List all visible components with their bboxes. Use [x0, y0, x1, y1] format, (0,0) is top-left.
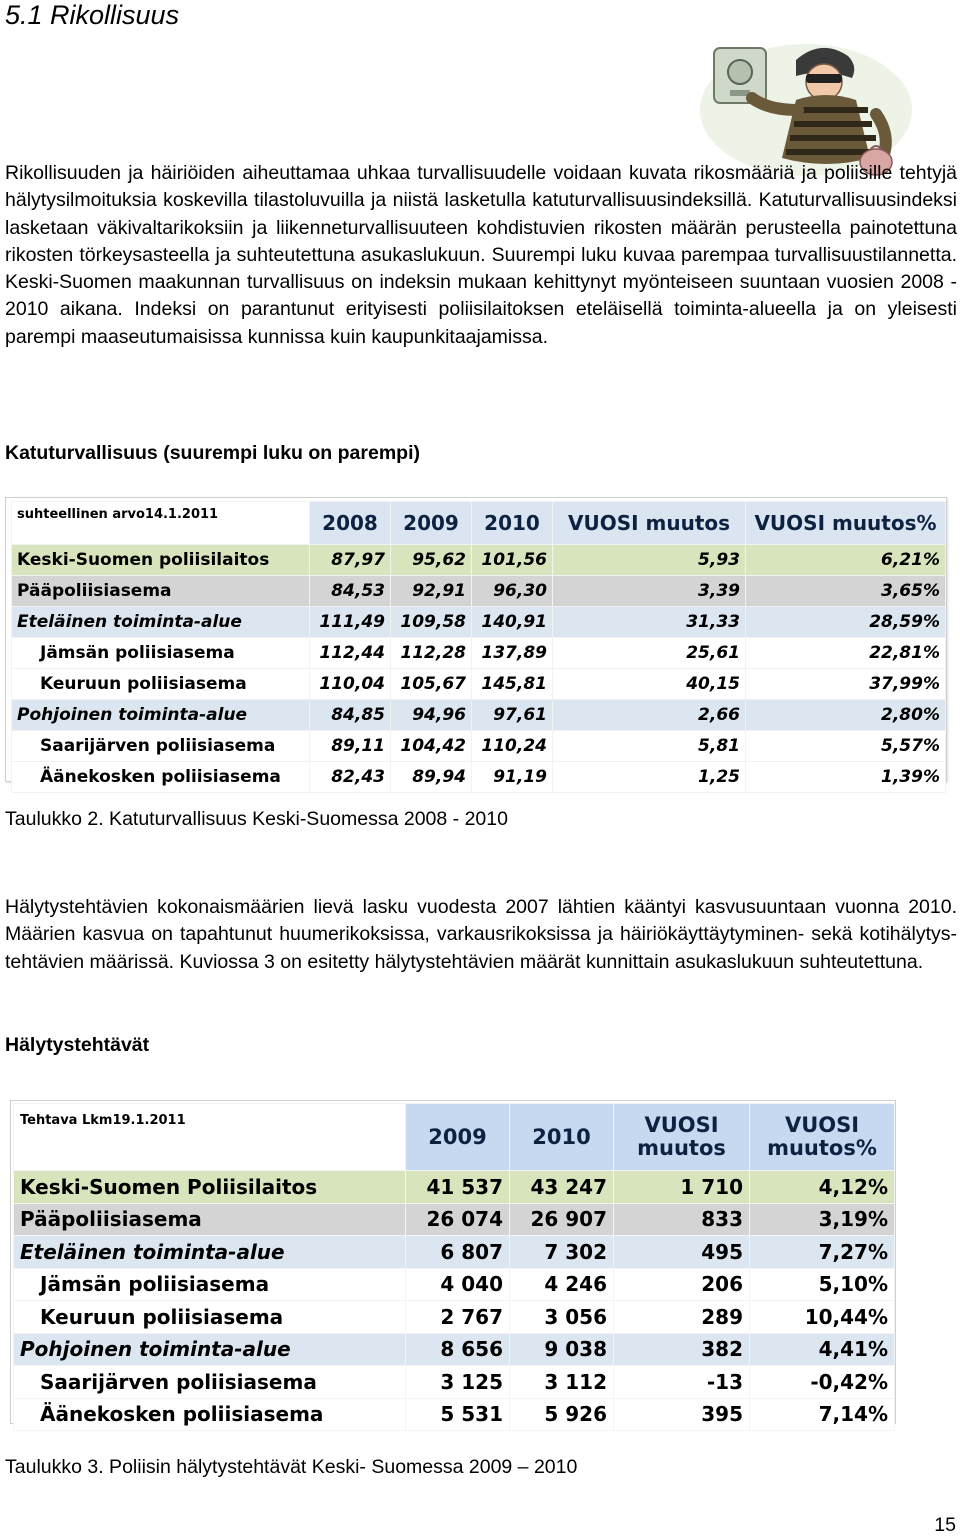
value-change: 2,66: [553, 700, 746, 731]
table3-header: VUOSI muutos: [614, 1104, 750, 1171]
value-change-pct: 3,19%: [750, 1203, 895, 1236]
alarm-tasks-table-frame: [10, 1100, 896, 1427]
value-change-pct: 28,59%: [746, 607, 946, 638]
value-2008: 84,53: [310, 576, 391, 607]
second-paragraph: Hälytystehtävien kokonaismäärien lievä lasku vuodesta 2007 lähtien kääntyi kasvusuuntaan vuonna 2010. Määrien kasvua on tapahtunut huumerikoksissa, varkausrikoksissa ja häiriökäyttäytyminen- sekä kotihälytys- tehtävien määrissä. Kuviossa 3 on esitetty hälytystehtävien määrät kunnittain asukaslukuun suhteutettuna.: [5, 896, 957, 973]
value-2010: 110,24: [472, 731, 553, 762]
table-row: [14, 1203, 895, 1236]
value-2009: 3 125: [406, 1366, 510, 1399]
row-name: Pohjoinen toiminta-alue: [12, 700, 310, 731]
alarm-tasks-table: [13, 1103, 895, 1431]
table3-header: VUOSI muutos%: [750, 1104, 895, 1171]
page-number: 15: [934, 1514, 956, 1536]
table-row: [12, 638, 946, 669]
table2-header: VUOSI muutos%: [746, 502, 946, 545]
row-name: Saarijärven poliisiasema: [14, 1366, 406, 1399]
value-2008: 110,04: [310, 669, 391, 700]
value-2009: 8 656: [406, 1333, 510, 1366]
table3-caption: Taulukko 3. Poliisin hälytystehtävät Keski- Suomessa 2009 – 2010: [5, 1456, 578, 1478]
value-2010: 4 246: [510, 1268, 614, 1301]
value-2009: 94,96: [391, 700, 472, 731]
page-heading: 5.1 Rikollisuus: [5, 0, 180, 30]
table-row: [14, 1366, 895, 1399]
value-change: 40,15: [553, 669, 746, 700]
value-2008: 111,49: [310, 607, 391, 638]
row-name: Keski-Suomen Poliisilaitos: [14, 1171, 406, 1204]
table-row: [14, 1268, 895, 1301]
row-name: Äänekosken poliisiasema: [12, 762, 310, 793]
value-2009: 105,67: [391, 669, 472, 700]
value-change: 1,25: [553, 762, 746, 793]
value-2009: 4 040: [406, 1268, 510, 1301]
row-name: Äänekosken poliisiasema: [14, 1398, 406, 1431]
table-row: [14, 1398, 895, 1431]
row-name: Jämsän poliisiasema: [12, 638, 310, 669]
row-name: Keski-Suomen poliisilaitos: [12, 545, 310, 576]
table-row: [14, 1333, 895, 1366]
table3-corner-label: Tehtava Lkm19.1.2011: [14, 1104, 406, 1171]
value-2008: 89,11: [310, 731, 391, 762]
value-2009: 95,62: [391, 545, 472, 576]
value-2010: 145,81: [472, 669, 553, 700]
table-row: [12, 607, 946, 638]
row-name: Eteläinen toiminta-alue: [14, 1236, 406, 1269]
table2-header: 2010: [472, 502, 553, 545]
value-2010: 9 038: [510, 1333, 614, 1366]
row-name: Saarijärven poliisiasema: [12, 731, 310, 762]
value-change: 31,33: [553, 607, 746, 638]
value-2010: 3 056: [510, 1301, 614, 1334]
intro-paragraph: Rikollisuuden ja häiriöiden aiheuttamaa uhkaa turvallisuudelle voidaan kuvata rikosmääriä ja poliisille tehtyjä hälytysilmoituksia koskevilla tilastoluvuilla ja niistä lasketulla katuturvallisuusindeksillä. Katuturvallisuusindeksi lasketaan väkivaltarikoksiin ja liikenneturvallisuuteen kohdistuvien rikosten määrän perusteella painotettuna rikosten törkeysasteella ja suhteutettuna asukaslukuun. Suurempi luku kuvaa parempaa turvallisuustilannetta. Keski-Suomen maakunnan turvallisuus on indeksin mukaan kehittynyt myönteiseen suuntaan vuosien 2008 - 2010 aikana. Indeksi on parantunut erityisesti poliisilaitoksen eteläisellä toiminta-alueella ja on yleisesti parempi maaseutumaisissa kunnissa kuin kaupunkitaajamissa.: [5, 162, 957, 348]
value-2009: 109,58: [391, 607, 472, 638]
value-change-pct: 7,27%: [750, 1236, 895, 1269]
table-row: [12, 762, 946, 793]
value-2010: 43 247: [510, 1171, 614, 1204]
value-2010: 5 926: [510, 1398, 614, 1431]
table2-header: 2009: [391, 502, 472, 545]
street-safety-table-frame: [5, 497, 947, 787]
value-2010: 26 907: [510, 1203, 614, 1236]
table-row: [14, 1171, 895, 1204]
value-change-pct: 7,14%: [750, 1398, 895, 1431]
table-row: [14, 1236, 895, 1269]
value-2009: 112,28: [391, 638, 472, 669]
street-safety-table: [11, 501, 946, 793]
value-change: 206: [614, 1268, 750, 1301]
row-name: Keuruun poliisiasema: [12, 669, 310, 700]
value-2008: 82,43: [310, 762, 391, 793]
value-2008: 84,85: [310, 700, 391, 731]
row-name: Jämsän poliisiasema: [14, 1268, 406, 1301]
table2-header: VUOSI muutos: [553, 502, 746, 545]
value-2008: 87,97: [310, 545, 391, 576]
value-2010: 96,30: [472, 576, 553, 607]
value-2009: 2 767: [406, 1301, 510, 1334]
value-change: 3,39: [553, 576, 746, 607]
value-2010: 101,56: [472, 545, 553, 576]
value-2009: 89,94: [391, 762, 472, 793]
value-change-pct: 2,80%: [746, 700, 946, 731]
value-change-pct: 1,39%: [746, 762, 946, 793]
value-change: 5,81: [553, 731, 746, 762]
value-2009: 104,42: [391, 731, 472, 762]
value-change: 395: [614, 1398, 750, 1431]
table2-caption: Taulukko 2. Katuturvallisuus Keski-Suomessa 2008 - 2010: [5, 808, 508, 830]
value-2010: 7 302: [510, 1236, 614, 1269]
table2-header: 2008: [310, 502, 391, 545]
value-2009: 26 074: [406, 1203, 510, 1236]
table2-corner-label: suhteellinen arvo14.1.2011: [12, 502, 310, 545]
row-name: Eteläinen toiminta-alue: [12, 607, 310, 638]
value-change-pct: 10,44%: [750, 1301, 895, 1334]
burglar-illustration: [686, 30, 916, 180]
value-2008: 112,44: [310, 638, 391, 669]
value-change-pct: 3,65%: [746, 576, 946, 607]
value-change: 382: [614, 1333, 750, 1366]
value-2010: 140,91: [472, 607, 553, 638]
value-change: -13: [614, 1366, 750, 1399]
value-2010: 91,19: [472, 762, 553, 793]
value-2009: 92,91: [391, 576, 472, 607]
value-change-pct: -0,42%: [750, 1366, 895, 1399]
value-change: 25,61: [553, 638, 746, 669]
table2-title: Katuturvallisuus (suurempi luku on parempi): [5, 442, 420, 464]
value-change-pct: 5,57%: [746, 731, 946, 762]
value-change-pct: 4,12%: [750, 1171, 895, 1204]
value-change: 833: [614, 1203, 750, 1236]
value-change-pct: 6,21%: [746, 545, 946, 576]
row-name: Pääpoliisiasema: [14, 1203, 406, 1236]
table-row: [12, 545, 946, 576]
table-row: [12, 576, 946, 607]
row-name: Keuruun poliisiasema: [14, 1301, 406, 1334]
value-change-pct: 37,99%: [746, 669, 946, 700]
table-row: [14, 1301, 895, 1334]
table-row: [12, 700, 946, 731]
row-name: Pääpoliisiasema: [12, 576, 310, 607]
value-2009: 41 537: [406, 1171, 510, 1204]
value-2009: 6 807: [406, 1236, 510, 1269]
table3-header: 2009: [406, 1104, 510, 1171]
value-change-pct: 5,10%: [750, 1268, 895, 1301]
table-row: [12, 731, 946, 762]
value-2010: 97,61: [472, 700, 553, 731]
value-change-pct: 4,41%: [750, 1333, 895, 1366]
value-2010: 3 112: [510, 1366, 614, 1399]
table3-title: Hälytystehtävät: [5, 1034, 150, 1056]
value-change: 1 710: [614, 1171, 750, 1204]
value-2009: 5 531: [406, 1398, 510, 1431]
value-change: 495: [614, 1236, 750, 1269]
table-row: [12, 669, 946, 700]
value-2010: 137,89: [472, 638, 553, 669]
value-change-pct: 22,81%: [746, 638, 946, 669]
value-change: 289: [614, 1301, 750, 1334]
row-name: Pohjoinen toiminta-alue: [14, 1333, 406, 1366]
table3-header: 2010: [510, 1104, 614, 1171]
value-change: 5,93: [553, 545, 746, 576]
